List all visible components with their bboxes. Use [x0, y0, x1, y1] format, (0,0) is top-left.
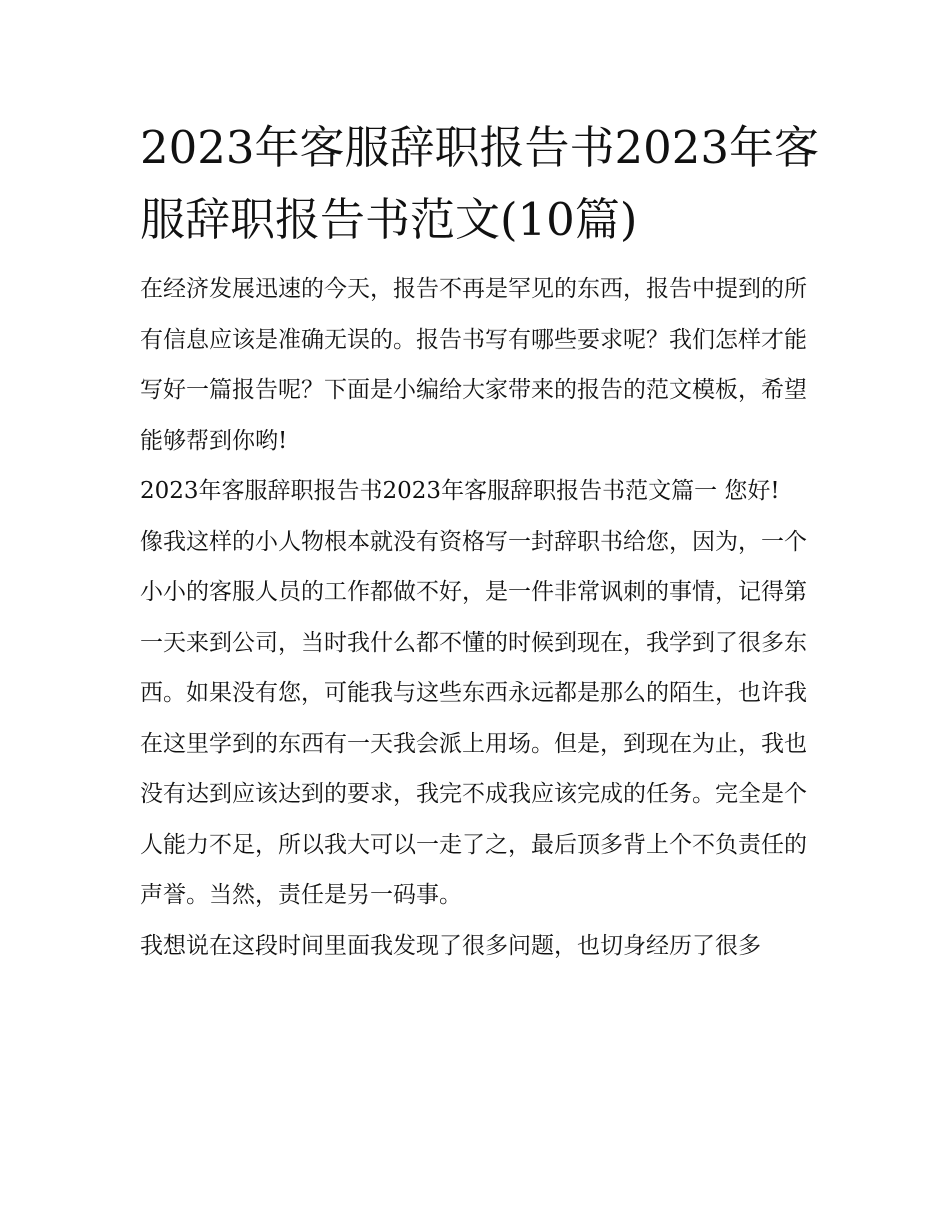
section-heading-paragraph: 2023年客服辞职报告书2023年客服辞职报告书范文篇一 您好! [140, 478, 780, 504]
document-title: 2023年客服辞职报告书2023年客服辞职报告书范文(10篇) [140, 121, 820, 246]
body-paragraph: 像我这样的小人物根本就没有资格写一封辞职书给您，因为，一个小小的客服人员的工作都做不好，是一件非常讽刺的事情，记得第一天来到公司，当时我什么都不懂的时候到现在，我学到了很多东西。如果没有您，可能我与这些东西永远都是那么的陌生，也许我在这里学到的东西有一天我会派上用场。但是，到现在为止，我也没有达到应该达到的要求，我完不成我应该完成的任务。完全是个人能力不足，所以我大可以一走了之，最后顶多背上个不负责任的声誉。当然，责任是另一码事。 [140, 528, 807, 908]
body-paragraph-continued: 我想说在这段时间里面我发现了很多问题，也切身经历了很多 [140, 932, 761, 959]
intro-paragraph: 在经济发展迅速的今天，报告不再是罕见的东西，报告中提到的所有信息应该是准确无误的。报告书写有哪些要求呢？我们怎样才能写好一篇报告呢？下面是小编给大家带来的报告的范文模板，希望能够帮到你哟! [140, 276, 807, 454]
document-body [140, 112, 820, 971]
